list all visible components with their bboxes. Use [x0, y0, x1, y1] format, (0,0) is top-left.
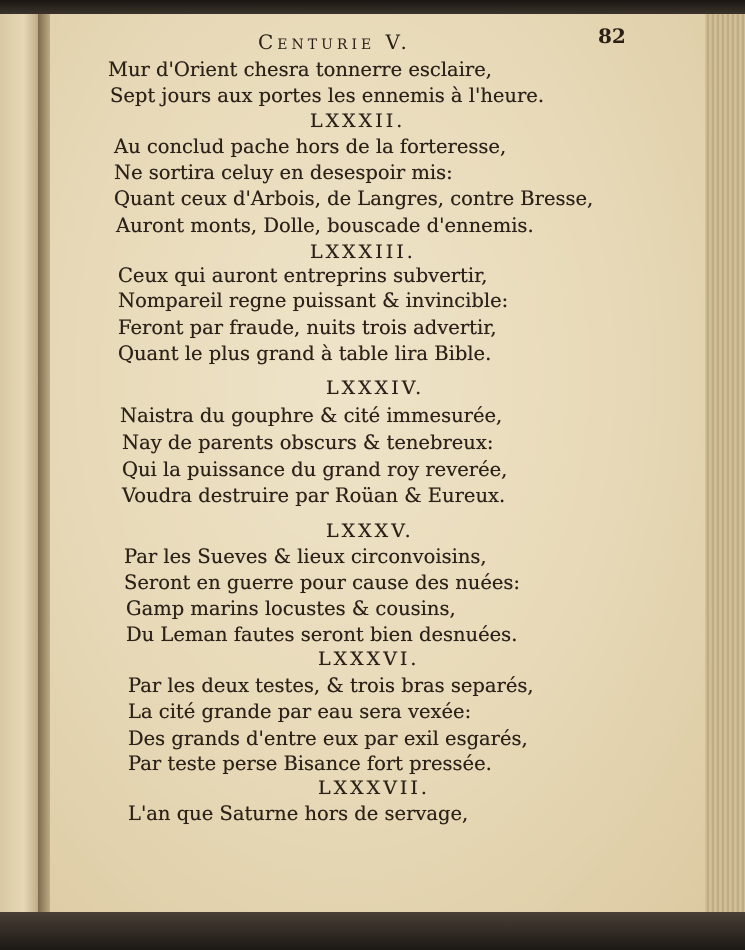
verse-line: La cité grande par eau sera vexée: — [128, 700, 472, 723]
scan-top-edge — [0, 0, 745, 14]
quatrain-number: LXXXV. — [326, 520, 414, 542]
facing-page-edge — [0, 14, 41, 914]
page-stack-edge — [705, 14, 745, 912]
page-number: 82 — [598, 24, 626, 48]
verse-line: Gamp marins locustes & cousins, — [126, 597, 456, 620]
verse-line: Nompareil regne puissant & invincible: — [118, 289, 509, 312]
verse-line: Seront en guerre pour cause des nuées: — [124, 571, 520, 594]
verse-line: Par les deux testes, & trois bras separés, — [128, 674, 534, 697]
verse-line: Quant ceux d'Arbois, de Langres, contre Bresse, — [114, 187, 594, 210]
verse-line: Mur d'Orient chesra tonnerre esclaire, — [108, 58, 492, 81]
verse-line: Au conclud pache hors de la forteresse, — [114, 135, 507, 158]
scan-bottom-edge — [0, 912, 745, 950]
verse-line: Ne sortira celuy en desespoir mis: — [114, 161, 453, 184]
verse-line: Sept jours aux portes les ennemis à l'heure. — [110, 84, 545, 107]
verse-line: Auront monts, Dolle, bouscade d'ennemis. — [116, 214, 534, 237]
verse-line: Voudra destruire par Roüan & Eureux. — [122, 484, 506, 507]
quatrain-number: LXXXVI. — [318, 648, 420, 670]
quatrain-number: LXXXII. — [310, 110, 406, 132]
verse-line: L'an que Saturne hors de servage, — [128, 802, 469, 825]
verse-line: Naistra du gouphre & cité immesurée, — [120, 404, 503, 427]
verse-line: Des grands d'entre eux par exil esgarés, — [128, 727, 528, 750]
verse-line: Par teste perse Bisance fort pressée. — [128, 752, 492, 775]
quatrain-number: LXXXIII. — [310, 241, 416, 263]
verse-line: Ceux qui auront entreprins subvertir, — [118, 264, 488, 287]
verse-line: Quant le plus grand à table lira Bible. — [118, 342, 492, 365]
verse-line: Feront par fraude, nuits trois advertir, — [118, 316, 497, 339]
quatrain-number: LXXXIV. — [326, 377, 425, 399]
verse-line: Par les Sueves & lieux circonvoisins, — [124, 545, 487, 568]
verse-line: Nay de parents obscurs & tenebreux: — [122, 431, 494, 454]
verse-line: Du Leman fautes seront bien desnuées. — [126, 623, 518, 646]
verse-line: Qui la puissance du grand roy reverée, — [122, 458, 508, 481]
quatrain-number: LXXXVII. — [318, 777, 430, 799]
running-header: Centurie V. — [258, 30, 411, 54]
